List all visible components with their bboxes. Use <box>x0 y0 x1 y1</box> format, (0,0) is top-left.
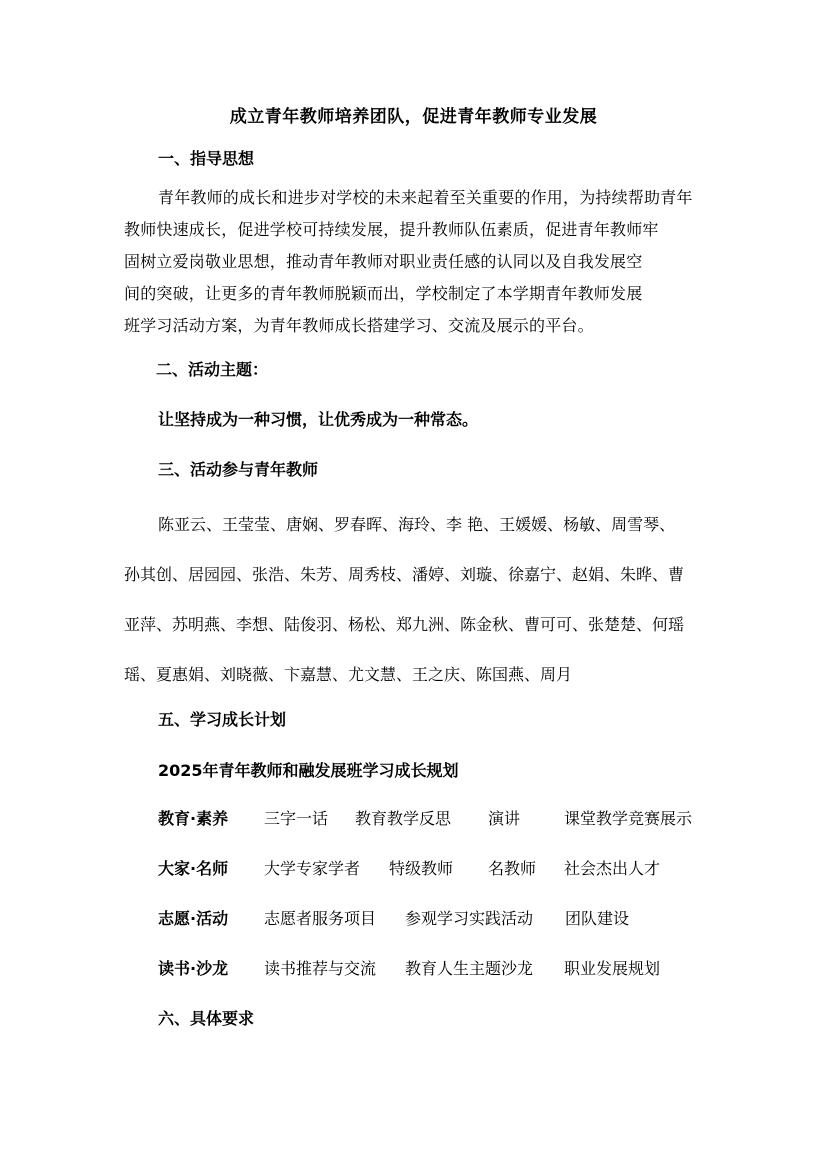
guiding-thought-paragraph <box>124 182 704 342</box>
plan-item: 社会杰出人才 <box>564 859 661 878</box>
plan-item: 团队建设 <box>565 909 630 928</box>
plan-item: 志愿者服务项目 <box>264 909 377 928</box>
names-line: 瑶、夏惠娟、刘晓薇、卞嘉慧、尤文慧、王之庆、陈国燕、周月 <box>124 665 573 684</box>
section-heading-requirements: 六、具体要求 <box>158 1009 255 1028</box>
paragraph-line: 青年教师的成长和进步对学校的未来起着至关重要的作用，为持续帮助青年 <box>158 188 693 207</box>
plan-item: 职业发展规划 <box>564 959 661 978</box>
plan-item: 名教师 <box>488 859 537 878</box>
section-heading-activity-theme: 二、活动主题： <box>156 360 269 379</box>
section-heading-growth-plan: 五、学习成长计划 <box>158 710 287 729</box>
participant-names <box>124 500 704 700</box>
names-line: 陈亚云、王莹莹、唐娴、罗春晖、海玲、李 艳、王媛媛、杨敏、周雪琴、 <box>158 515 676 534</box>
plan-item: 教育人生主题沙龙 <box>405 959 534 978</box>
section-heading-guiding-thought: 一、指导思想 <box>158 149 255 168</box>
growth-plan-title: 2025年青年教师和融发展班学习成长规划 <box>158 761 459 780</box>
paragraph-line: 固树立爱岗敬业思想，推动青年教师对职业责任感的认同以及自我发展空 <box>124 252 643 271</box>
paragraph-line: 班学习活动方案，为青年教师成长搭建学习、交流及展示的平台。 <box>124 316 594 335</box>
plan-row-label: 教育·素养 <box>158 809 229 828</box>
plan-row-label: 读书·沙龙 <box>158 959 229 978</box>
plan-item: 读书推荐与交流 <box>264 959 377 978</box>
plan-item: 教育教学反思 <box>355 809 452 828</box>
activity-theme-text: 让坚持成为一种习惯，让优秀成为一种常态。 <box>158 410 479 429</box>
paragraph-line: 间的突破，让更多的青年教师脱颖而出，学校制定了本学期青年教师发展 <box>124 284 643 303</box>
section-heading-participants: 三、活动参与青年教师 <box>158 460 319 479</box>
plan-item: 演讲 <box>488 809 521 828</box>
document-title: 成立青年教师培养团队，促进青年教师专业发展 <box>229 107 598 127</box>
plan-row-label: 大家·名师 <box>158 859 229 878</box>
plan-item: 三字一话 <box>264 809 329 828</box>
plan-item: 课堂教学竞赛展示 <box>564 809 693 828</box>
names-line: 孙其创、居园园、张浩、朱芳、周秀枝、潘婷、刘璇、徐嘉宁、赵娟、朱晔、曹 <box>124 565 685 584</box>
plan-item: 特级教师 <box>389 859 454 878</box>
names-line: 亚萍、苏明燕、李想、陆俊羽、杨松、郑九洲、陈金秋、曹可可、张楚楚、何瑶 <box>124 615 685 634</box>
plan-item: 参观学习实践活动 <box>405 909 534 928</box>
paragraph-line: 教师快速成长，促进学校可持续发展，提升教师队伍素质，促进青年教师牢 <box>124 220 659 239</box>
plan-row-label: 志愿·活动 <box>158 909 229 928</box>
plan-item: 大学专家学者 <box>264 859 361 878</box>
